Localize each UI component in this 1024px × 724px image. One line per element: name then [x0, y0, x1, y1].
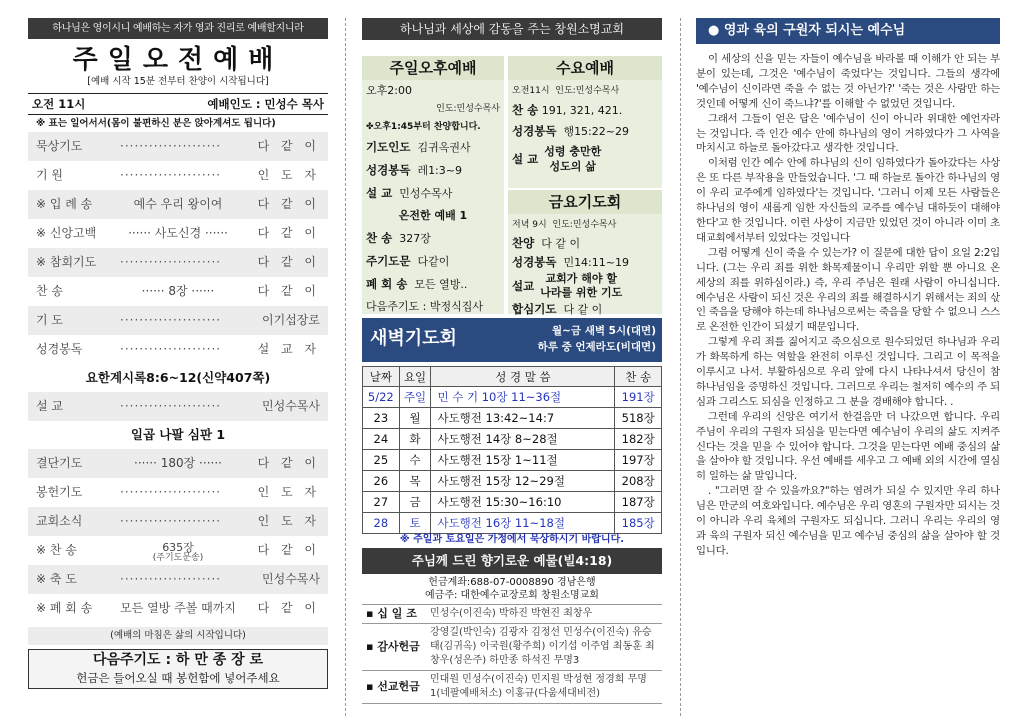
table-header: 날짜 — [363, 367, 400, 387]
wednesday-service-title: 수요예배 — [508, 56, 662, 80]
table-cell-date: 27 — [363, 492, 400, 513]
order-item-detail-sub: (주기도문송) — [152, 553, 204, 563]
table-cell-hymn: 518장 — [615, 408, 662, 429]
bible-reading-table — [362, 366, 662, 534]
order-item-label: 찬 송 — [36, 284, 63, 298]
article-title: ● 영과 육의 구원자 되시는 예수님 — [696, 18, 1000, 44]
table-cell-ref: 사도행전 15:30~16:10 — [431, 492, 615, 513]
morning-service-column — [28, 18, 328, 716]
offering-table — [362, 604, 662, 704]
leader-dots: ····················· — [120, 255, 222, 269]
afternoon-sermon-title: 온전한 예배 1 — [398, 209, 468, 222]
order-item-label: 봉헌기도 — [36, 485, 83, 499]
table-cell-hymn: 182장 — [615, 429, 662, 450]
praise-start-note: [예배 시작 15분 전부터 찬양이 시작됩니다] — [87, 76, 269, 87]
order-of-worship-part1 — [28, 132, 328, 364]
order-item-detail: ······ 사도신경 ······ — [128, 226, 228, 240]
afternoon-next-prayer: 박정식집사 — [429, 300, 483, 313]
order-row — [28, 219, 328, 248]
account-holder: 예금주: 대한예수교장로회 창원소명교회 — [425, 590, 599, 601]
table-cell-day: 주일 — [399, 387, 431, 408]
service-info-bar — [28, 93, 328, 115]
order-row — [28, 449, 328, 478]
table-cell-date: 25 — [363, 450, 400, 471]
afternoon-service-box: 주일오후예배 오후2:00 인도:민성수목사 ✤오후1:45부터 찬양합니다. 기도인도 김귀옥권사 성경봉독 레1:3~9 설 교 민성수목사 온전한 예배 1 찬 송 327장 주기도문 다같이 폐 회 송 모든 열방.. 다음주기도 : 박정식집사 — [362, 56, 504, 314]
table-cell-date: 26 — [363, 471, 400, 492]
wednesday-sermon-line2: 성도의 삶 — [549, 160, 596, 173]
leader-dots: ····················· — [120, 139, 222, 153]
afternoon-time: 오후2:00 — [366, 84, 412, 97]
offering-type: ▪ 선교헌금 — [362, 671, 426, 704]
article-paragraph: 이 세상의 신을 믿는 자들이 예수님을 바라볼 때 이해가 안 되는 부분이 있는데, 그것은 '예수님이 죽었다'는 것입니다. 그들의 생각에 '예수님이 신이라면 죽을 수 없는 것 아닌가?' '죽는 것은 사람만 하는 것인데 어떻게 신이 죽느냐?'를 이해할 수 없었던 것입니다. — [696, 53, 1000, 110]
order-row — [28, 161, 328, 190]
offering-row — [362, 624, 662, 671]
order-row — [28, 277, 328, 306]
service-leader: 예배인도 : 민성수 목사 — [207, 97, 324, 111]
offering-row — [362, 605, 662, 624]
afternoon-reading: 레1:3~9 — [417, 164, 462, 177]
end-note: (예배의 마침은 삶의 시작입니다) — [28, 627, 328, 645]
next-week-prayer: 다음주기도 : 하 만 종 장 로 — [92, 652, 264, 668]
leader-dots: ····················· — [120, 399, 222, 413]
table-cell-date: 5/22 — [363, 387, 400, 408]
dawn-schedule-online: 하루 중 언제라도(비대면) — [537, 341, 656, 353]
table-row — [363, 450, 662, 471]
table-header: 성 경 말 씀 — [431, 367, 615, 387]
order-item-person: 인 도 자 — [257, 168, 320, 182]
label: 주기도문 — [366, 254, 411, 268]
order-item-person: 다 같 이 — [257, 543, 320, 557]
afternoon-praise-note: ✤오후1:45부터 찬양합니다. — [366, 122, 481, 132]
table-cell-date: 28 — [363, 513, 400, 534]
order-item-label: ※ 신앙고백 — [36, 226, 97, 240]
order-row — [28, 565, 328, 594]
offering-names: 민대원 민성수(이진숙) 민지원 박성현 정경희 무명1(네팔예배처소) 이홍규(다움세대비전) — [426, 671, 662, 704]
article-paragraph: 이처럼 인간 예수 안에 하나님의 신이 임하였다가 돌아갔다는 사상은 또 다른 부작용을 만들었습니다. '그 때 하늘로 돌아간 하나님의 영이 우리 교주에게 임하였다'는 것입니다. '그러니 이제 모든 사람들은 하나님의 영이 새롭게 임한 자신들의 교주를 예수님 대하듯이 대해야 한다'고 한 것입니다. 이런 사상이 지금만 있었던 것이 아니라 이미 초대교회에서부터 있었다는 것입니다 — [696, 157, 1000, 244]
order-row — [28, 132, 328, 161]
table-cell-hymn: 208장 — [615, 471, 662, 492]
afternoon-lords-prayer: 다같이 — [417, 255, 450, 268]
article-paragraph: 그런데 우리의 신앙은 여기서 한걸음만 더 나갔으면 합니다. 우리 주님이 우리의 구원자 되심을 믿는다면 예수님이 우리의 삶도 지켜주신다는 것을 믿을 수 있어야 합니다. 그것을 믿는다면 예배 중심의 삶을 살아야 할 것입니다. 우선 예배를 세우고 그 예배 외의 시간에 열심히 일하는 삶 말입니다. — [696, 410, 1000, 483]
order-row — [28, 306, 328, 335]
article-paragraph: . "그러면 잘 수 있을까요?"하는 염려가 되실 수 있지만 우리 하나님은 만군의 여호와입니다. 예수님은 우리 영혼의 구원자만 되시는 것이 아니라 우리 육체의 구원자도 되십니다. 그러니 우리는 우리의 영과 육의 구원자 되신 예수님을 믿고 예수님 중심의 삶을 살아야 할 것입니다. — [696, 485, 1000, 557]
label: 찬 송 — [512, 103, 539, 117]
column-article — [696, 18, 1000, 716]
church-slogan: 하나님과 세상에 감동을 주는 창원소명교회 — [362, 18, 662, 40]
table-cell-ref: 사도행전 14장 8~28절 — [431, 429, 615, 450]
friday-reading: 민14:11~19 — [563, 256, 629, 269]
dawn-prayer-title: 새벽기도회 — [370, 328, 457, 349]
order-item-person: 다 같 이 — [257, 456, 320, 470]
label: 성경봉독 — [512, 124, 557, 138]
label: 설 교 — [366, 186, 393, 200]
wednesday-leader: 인도:민성수목사 — [555, 86, 620, 96]
label: 찬양 — [512, 236, 535, 250]
order-item-detail: ······ 8장 ······ — [141, 284, 215, 298]
reading-table-note: ※ 주일과 토요일은 가정에서 묵상하시기 바랍니다. — [399, 534, 625, 545]
friday-hymn: 다 같 이 — [541, 237, 581, 250]
order-row — [28, 478, 328, 507]
friday-sermon-line2: 나라를 위한 기도 — [540, 286, 623, 299]
order-item-label: ※ 폐 회 송 — [36, 601, 93, 615]
table-cell-day: 토 — [399, 513, 431, 534]
order-item-label: 설 교 — [36, 399, 63, 413]
label: 기도인도 — [366, 140, 411, 154]
offering-type: ▪ 감사헌금 — [362, 624, 426, 671]
order-row — [28, 536, 328, 565]
order-item-person: 설 교 자 — [257, 342, 320, 356]
table-cell-ref: 사도행전 15장 12~29절 — [431, 471, 615, 492]
services-column — [362, 18, 662, 716]
order-item-label: ※ 입 례 송 — [36, 197, 93, 211]
order-item-person: 다 같 이 — [257, 601, 320, 615]
wednesday-reading: 행15:22~29 — [563, 125, 629, 138]
order-item-label: ※ 축 도 — [36, 572, 77, 586]
leader-dots: ····················· — [120, 342, 222, 356]
order-item-person: 다 같 이 — [257, 284, 320, 298]
morning-service-title: 주일오전예배 — [72, 45, 284, 75]
afternoon-hymn: 327장 — [399, 232, 431, 245]
order-row — [28, 248, 328, 277]
next-week-box — [28, 649, 328, 689]
table-row — [363, 408, 662, 429]
afternoon-preacher: 민성수목사 — [399, 187, 453, 200]
order-row-sermon — [28, 392, 328, 421]
order-item-person: 민성수목사 — [262, 399, 320, 413]
article-body — [696, 52, 1000, 559]
table-row — [363, 429, 662, 450]
order-item-label: 결단기도 — [36, 456, 83, 470]
label: 성경봉독 — [366, 163, 411, 177]
article-paragraph: 그렇게 우리 죄를 짊어지고 죽으심으로 원수되었던 하나님과 우리가 화목하게 하는 역할을 완전히 이루신 것입니다. 그리고 이 목적을 이루시고 나서. 부활하심으로 우리 앞에 다시 나타나셔서 당신이 참 하나님임을 증명하신 것입니다. 그러므로 우리는 철저히 예수의 주 되심과 그리스도 되심을 인정하고 그 분을 경배해야 합니다. . — [696, 336, 1000, 408]
article-paragraph: 그래서 그들이 얻은 답은 '예수님이 신이 아니라 위대한 예언자라는 것입니다. 즉 인간 예수 안에 하나님의 영이 거하였다가 그 사역을 마치시고 하늘로 돌아갔다고 생각한 것입니다. — [696, 112, 1000, 155]
table-cell-day: 목 — [399, 471, 431, 492]
column-divider — [680, 18, 681, 716]
order-of-worship-part2 — [28, 449, 328, 623]
article-paragraph: 그럼 어떻게 신이 죽을 수 있는가? 이 질문에 대한 답이 요일 2:2입니다. (그는 우리 죄를 위한 화목제물이니 우리만 위할 뿐 아니요 온 세상의 죄를 위하심이라.) 즉, 우리 주님은 원래 사람이 아니십니다. 예수님은 사람이 되신 것은 우리의 죄를 해결하시기 위해서는 죄의 삯인 죽음을 당해야 하는데 하나님으로써는 죽음을 당할 수 없으니 스스로 온전한 인간이 되셨기 때문입니다. — [696, 246, 1000, 334]
afternoon-service-title: 주일오후예배 — [362, 56, 504, 80]
afternoon-prayer: 김귀옥권사 — [417, 141, 471, 154]
table-cell-hymn: 185장 — [615, 513, 662, 534]
sermon-title: 일곱 나팔 심판 1 — [130, 427, 226, 442]
order-item-person: 이기섭장로 — [262, 313, 320, 327]
offering-note: 헌금은 들어오실 때 봉헌함에 넣어주세요 — [76, 671, 280, 685]
order-row — [28, 190, 328, 219]
offering-header: 주님께 드린 향기로운 예물(빌4:18) — [362, 548, 662, 574]
friday-close: 다 같 이 — [563, 303, 603, 316]
table-cell-hymn: 197장 — [615, 450, 662, 471]
table-row — [363, 387, 662, 408]
label: 다음주기도 — [366, 300, 420, 313]
order-item-detail: ······ 180장 ······ — [134, 456, 222, 470]
label: 성경봉독 — [512, 255, 557, 269]
friday-service-box — [508, 190, 662, 314]
table-cell-ref: 사도행전 13:42~14:7 — [431, 408, 615, 429]
order-item-label: 묵상기도 — [36, 139, 83, 153]
label: 폐 회 송 — [366, 277, 408, 291]
offering-row — [362, 671, 662, 704]
account-number: 헌금계좌:688-07-0008890 경남은행 — [428, 577, 596, 588]
service-time: 오전 11시 — [32, 97, 86, 111]
friday-service-title: 금요기도회 — [508, 190, 662, 214]
friday-time: 저녁 9시 — [512, 220, 547, 230]
offering-type: ▪ 십 일 조 — [362, 605, 426, 624]
order-item-detail: 예수 우리 왕이여 — [133, 197, 223, 211]
order-row — [28, 335, 328, 364]
table-cell-date: 24 — [363, 429, 400, 450]
order-item-person: 다 같 이 — [257, 197, 320, 211]
label: 설교 — [512, 279, 535, 293]
table-header: 요일 — [399, 367, 431, 387]
order-item-label: 기 원 — [36, 168, 63, 182]
wednesday-sermon-line1: 성령 충만한 — [544, 145, 602, 158]
order-item-label: 기 도 — [36, 313, 63, 327]
order-item-label: 성경봉독 — [36, 342, 83, 356]
order-item-label: 교회소식 — [36, 514, 83, 528]
afternoon-closing: 모든 열방.. — [414, 278, 468, 291]
dawn-schedule-inperson: 월~금 새벽 5시(대면) — [551, 325, 656, 337]
leader-dots: ····················· — [120, 514, 222, 528]
table-cell-hymn: 187장 — [615, 492, 662, 513]
offering-names: 민성수(이진숙) 박하진 박현진 최창우 — [426, 605, 662, 624]
table-header: 찬 송 — [615, 367, 662, 387]
table-cell-day: 수 — [399, 450, 431, 471]
wednesday-time: 오전11시 — [512, 86, 550, 96]
order-item-person: 인 도 자 — [257, 514, 320, 528]
order-row — [28, 507, 328, 536]
label: 찬 송 — [366, 231, 393, 245]
column-divider — [345, 18, 346, 716]
order-item-label: ※ 찬 송 — [36, 543, 77, 557]
table-cell-date: 23 — [363, 408, 400, 429]
label: 설 교 — [512, 151, 539, 166]
table-cell-ref: 민 수 기 10장 11~36절 — [431, 387, 615, 408]
order-item-label: ※ 참회기도 — [36, 255, 97, 269]
wednesday-hymns: 191, 321, 421. — [541, 104, 623, 117]
table-cell-ref: 사도행전 15장 1~11절 — [431, 450, 615, 471]
afternoon-leader: 인도:민성수목사 — [436, 104, 500, 114]
leader-dots: ····················· — [120, 485, 222, 499]
order-item-person: 민성수목사 — [262, 572, 320, 586]
leader-dots: ····················· — [120, 168, 222, 182]
scripture-reference: 요한계시록8:6~12(신약407쪽) — [85, 370, 271, 385]
table-cell-ref: 사도행전 16장 11~18절 — [431, 513, 615, 534]
order-row — [28, 594, 328, 623]
order-item-person: 다 같 이 — [257, 226, 320, 240]
stand-note: ※ 표는 일어서서(몸이 불편하신 분은 앉아계셔도 됩니다) — [36, 118, 276, 129]
order-item-person: 다 같 이 — [257, 255, 320, 269]
table-row — [363, 471, 662, 492]
label: 합심기도 — [512, 302, 557, 316]
table-cell-hymn: 191장 — [615, 387, 662, 408]
table-row — [363, 492, 662, 513]
friday-sermon-line1: 교회가 해야 할 — [545, 272, 617, 285]
order-item-person: 다 같 이 — [257, 139, 320, 153]
order-item-person: 인 도 자 — [257, 485, 320, 499]
order-item-detail: 모든 열방 주볼 때까지 — [120, 601, 236, 615]
friday-leader: 인도:민성수목사 — [552, 220, 617, 230]
leader-dots: ····················· — [120, 313, 222, 327]
table-cell-day: 월 — [399, 408, 431, 429]
offering-names: 강영길(박인숙) 김광자 김정선 민성수(이진숙) 유승태(김귀옥) 이국원(황주희) 이기섭 이주엽 최동훈 최창우(성은주) 하만종 하석진 무명3 — [426, 624, 662, 671]
motto-banner: 하나님은 영이시니 예배하는 자가 영과 진리로 예배할지니라 — [28, 18, 328, 39]
account-info — [362, 576, 662, 602]
table-cell-day: 화 — [399, 429, 431, 450]
wednesday-service-box — [508, 56, 662, 188]
order-item-detail-main: 635장 — [162, 541, 194, 554]
dawn-prayer-banner — [362, 318, 662, 362]
leader-dots: ····················· — [120, 572, 222, 586]
table-cell-day: 금 — [399, 492, 431, 513]
